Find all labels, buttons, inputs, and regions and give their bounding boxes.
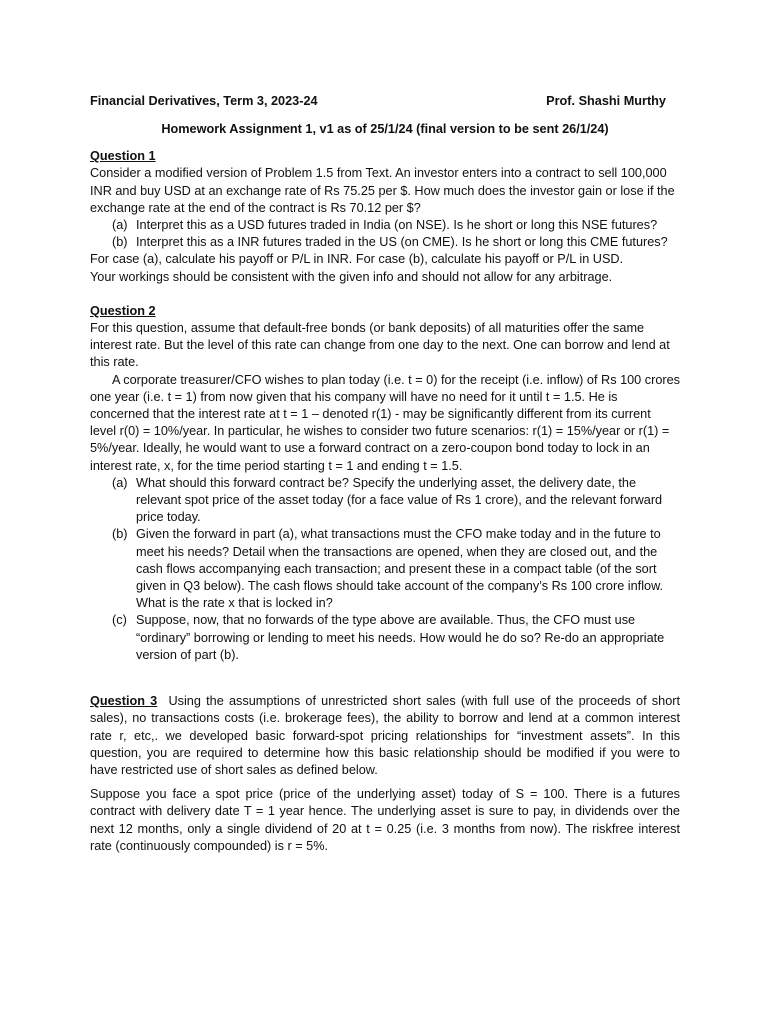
part-text: Interpret this as a INR futures traded in the US (on CME). Is he short or long this CME futures?: [136, 235, 668, 250]
question-1-part-a: [90, 217, 680, 234]
question-1-case-line: For case (a), calculate his payoff or P/L in INR. For case (b), calculate his payoff or P/L in USD.: [90, 252, 624, 267]
question-2-part-b: [90, 526, 680, 612]
part-marker: (b): [112, 235, 128, 250]
question-2: [90, 303, 680, 664]
question-2-parts: [90, 475, 680, 664]
question-1-parts: [90, 217, 680, 251]
question-3-intro: Using the assumptions of unrestricted short sales (with full use of the proceeds of short sales), no transactions costs (i.e. brokerage fees), the ability to borrow and lend at a common interest rate r, etc,. we developed basic forward-spot pricing relationships for “investment assets”. In this question, you are required to determine how this basic relationship should be modified if you were to have restricted use of short sales as defined below.: [90, 694, 681, 777]
question-2-part-a: [90, 475, 680, 527]
part-text: What should this forward contract be? Specify the underlying asset, the delivery date, the relevant spot price of the asset today (for a face value of Rs 1 crore), and the relevant forward price today.: [136, 475, 663, 525]
question-3-intro-paragraph: [90, 693, 680, 779]
part-text: Given the forward in part (a), what transactions must the CFO make today and in the future to meet his needs? Detail when the transactions are opened, when they are closed out, and the cash flows accompanying each transaction; and present these in a compact table (of the sort given in Q3 below). The cash flows should take account of the company’s Rs 100 crore inflow. What is the rate x that is locked in?: [136, 527, 664, 611]
question-3: [90, 693, 680, 855]
document-page: [90, 93, 680, 855]
question-1-consistency-line: Your workings should be consistent with the given info and should not allow for any arbitrage.: [90, 269, 613, 284]
question-2-scenario: A corporate treasurer/CFO wishes to plan today (i.e. t = 0) for the receipt (i.e. inflow) of Rs 100 crores one year (i.e. t = 1) from now given that his company will have no need for it until t = 1.5. He is concerned that the interest rate at t = 1 – denoted r(1) - may be significantly different from its current level r(0) = 10%/year. In particular, he wishes to consider two future scenarios: r(1) = 15%/year or r(1) = 5%/year. Ideally, he would want to use a forward contract on a zero-coupon bond today to lock in an interest rate, x, for the time period starting t = 1 and ending t = 1.5.: [90, 372, 681, 473]
question-3-setup: Suppose you face a spot price (price of the underlying asset) today of S = 100. There is a futures contract with delivery date T = 1 year hence. The underlying asset is sure to pay, in dividends over the next 12 months, only a single dividend of 20 at t = 0.25 (i.e. 3 months from now). The riskfree interest rate (continuously compounded) is r = 5%.: [90, 787, 680, 853]
question-1-part-b: [90, 234, 680, 251]
question-1: [90, 148, 680, 286]
question-1-heading: Question 1: [90, 149, 156, 164]
document-header: [90, 93, 680, 110]
part-text: Suppose, now, that no forwards of the type above are available. Thus, the CFO must use “ordinary” borrowing or lending to meet his needs. How would he do so? Re-do an appropriate version of part (b).: [136, 613, 665, 662]
part-marker: (b): [112, 527, 128, 542]
part-text: Interpret this as a USD futures traded in India (on NSE). Is he short or long this NSE futures?: [136, 218, 658, 233]
question-1-intro: Consider a modified version of Problem 1.5 from Text. An investor enters into a contract to sell 100,000 INR and buy USD at an exchange rate of Rs 75.25 per $. How much does the investor gain or lose if the exchange rate at the end of the contract is Rs 70.12 per $?: [90, 166, 675, 215]
course-title: Financial Derivatives, Term 3, 2023-24: [90, 94, 318, 108]
professor-name: Prof. Shashi Murthy: [546, 94, 666, 108]
question-2-part-c: [90, 612, 680, 664]
question-3-heading: Question 3: [90, 694, 158, 709]
part-marker: (a): [112, 218, 128, 233]
part-marker: (a): [112, 475, 128, 490]
part-marker: (c): [112, 613, 127, 628]
question-2-heading: Question 2: [90, 303, 156, 318]
question-2-intro: For this question, assume that default-free bonds (or bank deposits) of all maturities offer the same interest rate. But the level of this rate can change from one day to the next. One can borrow and lend at this rate.: [90, 321, 670, 370]
assignment-title: Homework Assignment 1, v1 as of 25/1/24 (final version to be sent 26/1/24): [161, 122, 609, 136]
